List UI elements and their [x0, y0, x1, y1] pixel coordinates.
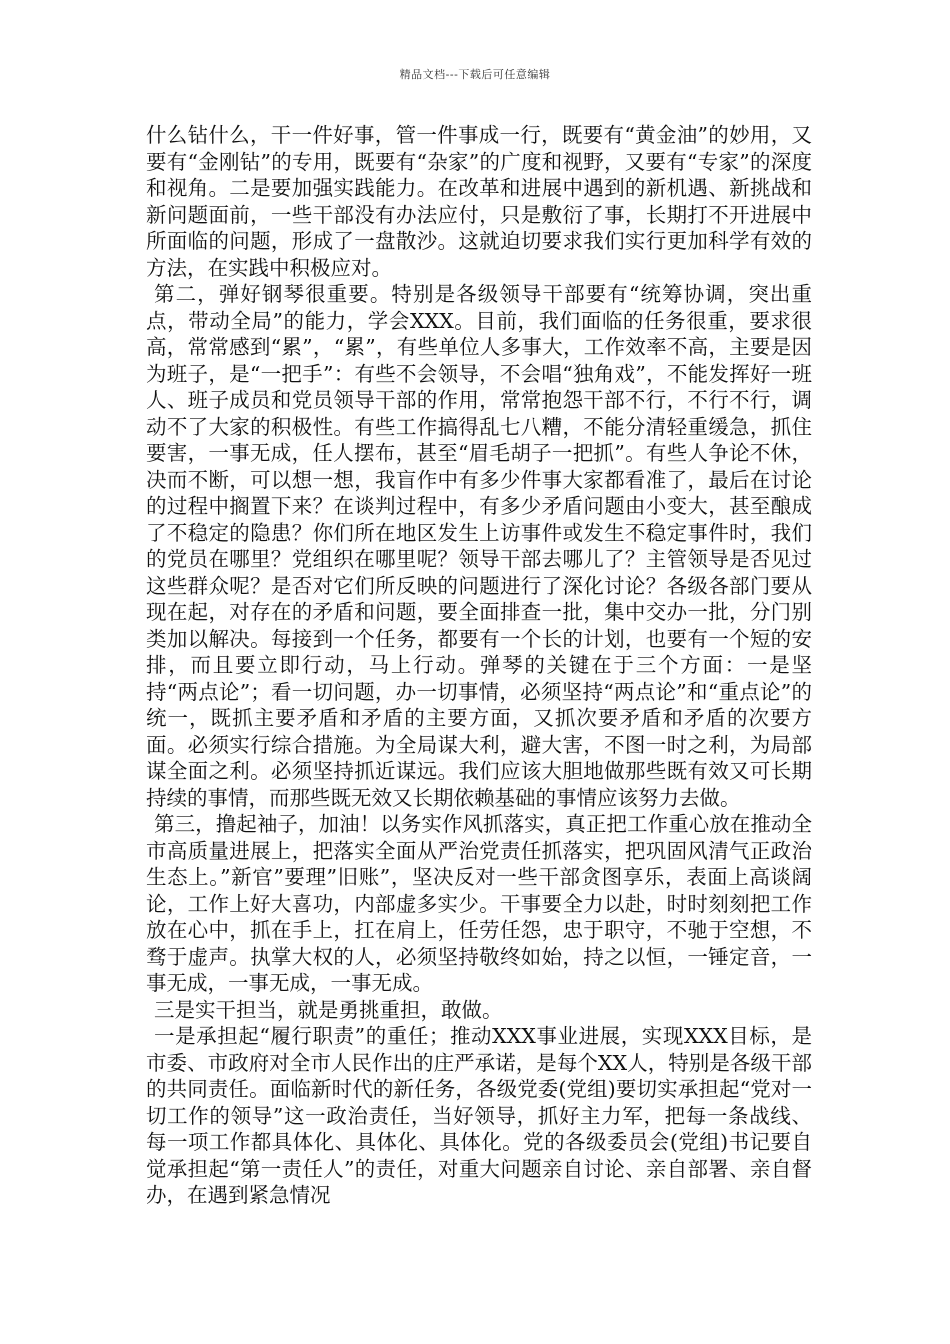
paragraph-1: 什么钻什么，干一件好事，管一件事成一行，既要有“黄金油”的妙用，又要有“金刚钻”的专用，既要有“杂家”的广度和视野，又要有“专家”的深度和视角。二是要加强实践能力。在改革和进展中遇到的新机遇、新挑战和新问题面前，一些干部没有办法应付，只是敷衍了事，长期打不开进展中所面临的问题，形成了一盘散沙。这就迫切要求我们实行更加科学有效的方法，在实践中积极应对。: [146, 123, 812, 280]
paragraph-2: 第二，弹好钢琴很重要。特别是各级领导干部要有“统筹协调，突出重点，带动全局”的能力，学会XXX。目前，我们面临的任务很重，要求很高，常常感到“累”，“累”，有些单位人多事大，工作效率不高，主要是因为班子，是“一把手”：有些不会领导，不会唱“独角戏”，不能发挥好一班人、班子成员和党员领导干部的作用，常常抱怨干部不行，不行不行，调动不了大家的积极性。有些工作搞得乱七八糟，不能分清轻重缓急，抓住要害，一事无成，任人摆布，甚至“眉毛胡子一把抓”。有些人争论不休，决而不断，可以想一想，我盲作中有多少件事大家都看准了，最后在讨论的过程中搁置下来？在谈判过程中，有多少矛盾问题由小变大，甚至酿成了不稳定的隐患？你们所在地区发生上访事件或发生不稳定事件时，我们的党员在哪里？党组织在哪里呢？领导干部去哪儿了？主管领导是否见过这些群众呢？是否对它们所反映的问题进行了深化讨论？各级各部门要从现在起，对存在的矛盾和问题，要全面排查一批，集中交办一批，分门别类加以解决。每接到一个任务，都要有一个长的计划，也要有一个短的安排，而且要立即行动，马上行动。弹琴的关键在于三个方面：一是坚持“两点论”；看一切问题，办一切事情，必须坚持“两点论”和“重点论”的统一，既抓主要矛盾和矛盾的主要方面，又抓次要矛盾和矛盾的次要方面。必须实行综合措施。为全局谋大利，避大害，不图一时之利，为局部谋全面之利。必须坚持抓近谋远。我们应该大胆地做那些既有效又可长期持续的事情，而那些既无效又长期依赖基础的事情应该努力去做。: [146, 282, 812, 810]
page-header: 精品文档---下载后可任意编辑: [399, 68, 551, 81]
document-body: [146, 122, 812, 1209]
paragraph-5: 一是承担起“履行职责”的重任；推动XXX事业进展，实现XXX目标，是市委、市政府对全市人民作出的庄严承诺，是每个XX人，特别是各级干部的共同责任。面临新时代的新任务，各级党委(党组)要切实承担起“党对一切工作的领导”这一政治责任，当好领导，抓好主力军，把每一条战线、每一项工作都具体化、具体化、具体化。党的各级委员会(党组)书记要自觉承担起“第一责任人”的责任，对重大问题亲自讨论、亲自部署、亲自督办，在遇到紧急情况: [146, 1024, 812, 1207]
paragraph-4: 三是实干担当，就是勇挑重担，敢做。: [154, 997, 503, 1022]
paragraph-3: 第三，撸起袖子，加油！以务实作风抓落实，真正把工作重心放在推动全市高质量进展上，把落实全面从严治党责任抓落实，把巩固风清气正政治生态上。”新官”要理”旧账”，坚决反对一些干部贪图享乐，表面上高谈阔论，工作上好大喜功，内部虚多实少。干事要全力以赴，时时刻刻把工作放在心中，抓在手上，扛在肩上，任劳任怨，忠于职守，不驰于空想，不骛于虚声。执掌大权的人，必须坚持敬终如始，持之以恒，一锤定音，一事无成，一事无成，一事无成。: [146, 812, 812, 995]
